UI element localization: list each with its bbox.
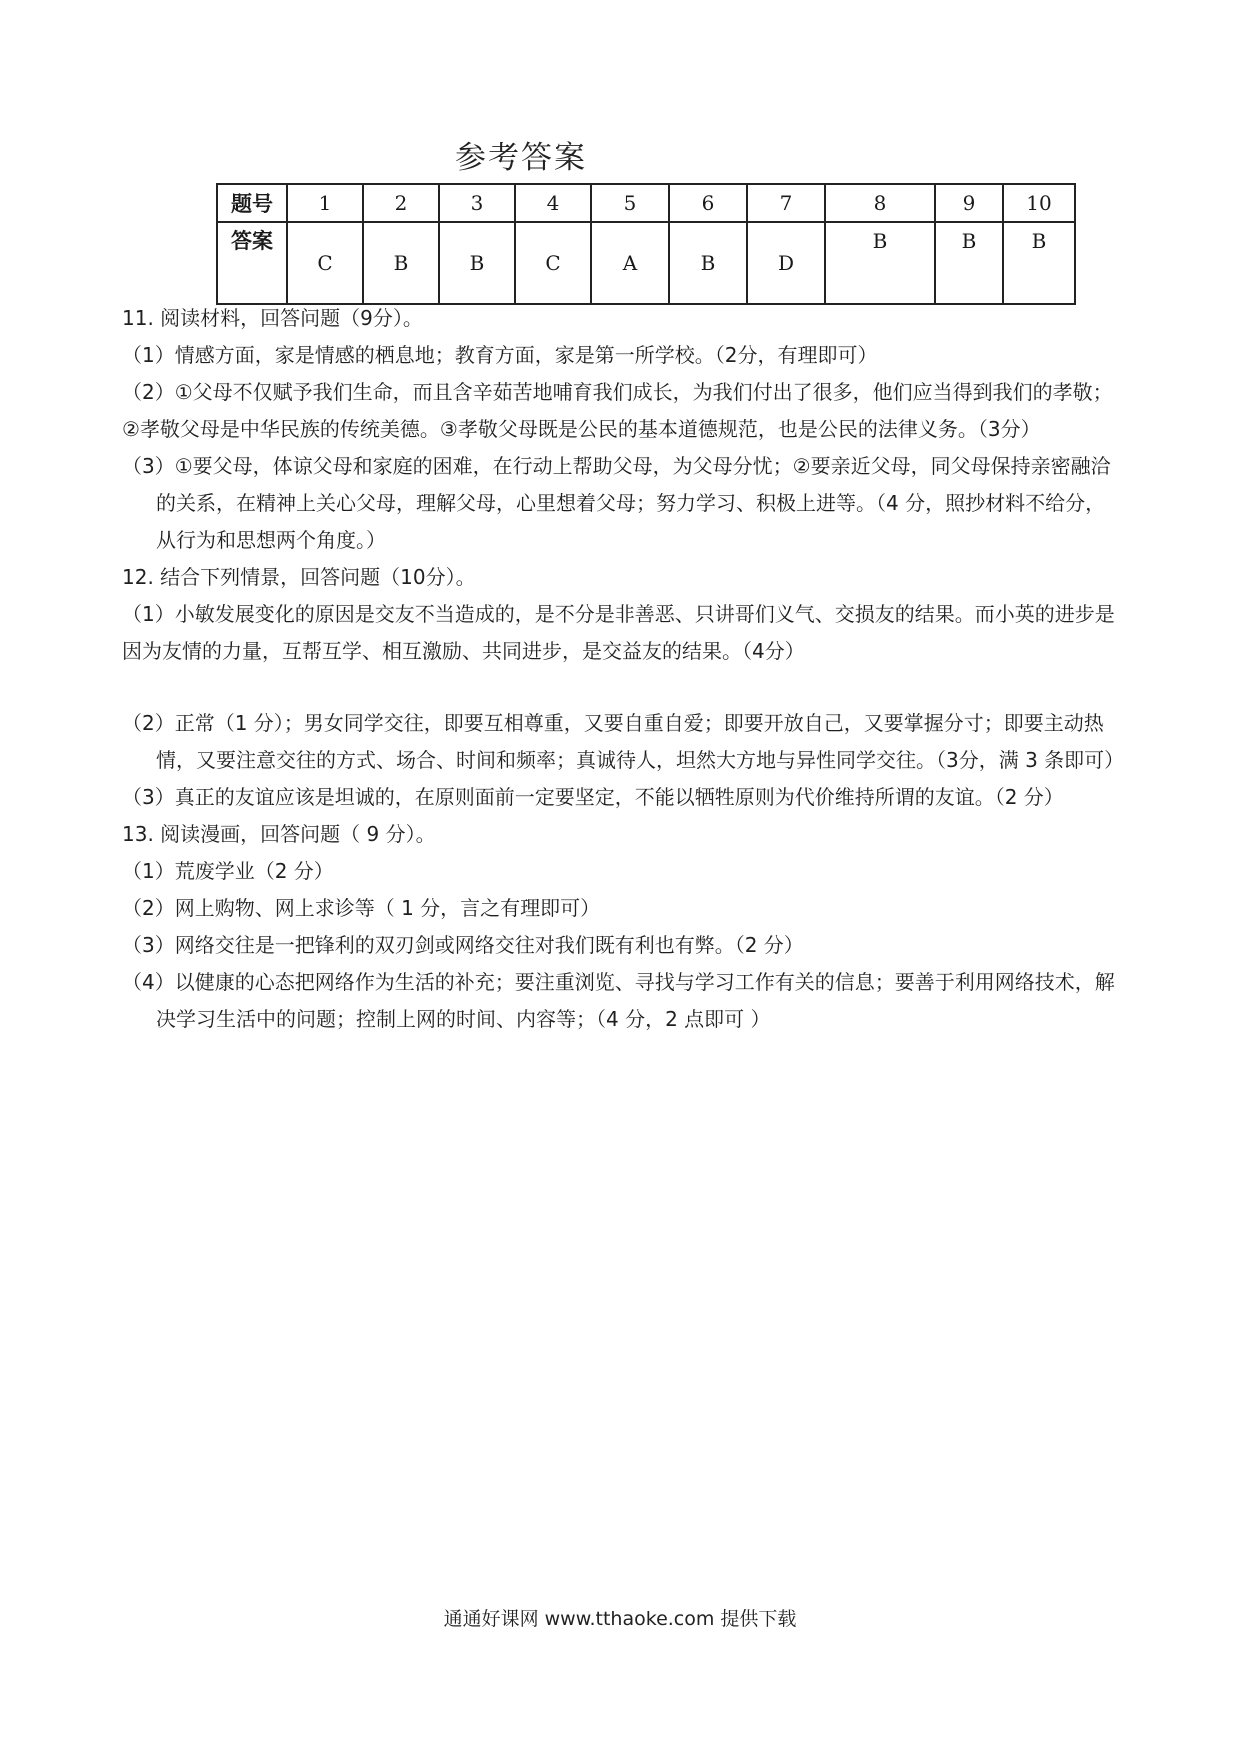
answer-cell: D xyxy=(747,222,825,304)
answer-row xyxy=(217,222,1075,304)
answer-cell: B xyxy=(935,222,1003,304)
q12-part-3: （3）真正的友谊应该是坦诚的，在原则面前一定要坚定，不能以牺牲原则为代价维持所谓的友谊。（2 分） xyxy=(122,785,1064,809)
question-number-cell: 2 xyxy=(363,184,439,222)
q13-part-1: （1）荒废学业（2 分） xyxy=(122,859,334,883)
question-number-cell: 6 xyxy=(669,184,747,222)
question-number-cell: 5 xyxy=(591,184,669,222)
answer-cell: B xyxy=(439,222,515,304)
page-footer: 通通好课网 www.tthaoke.com 提供下载 xyxy=(443,1608,797,1630)
q11-heading: 11. 阅读材料，回答问题（9分）。 xyxy=(122,306,423,330)
question-number-cell: 7 xyxy=(747,184,825,222)
q13-part-4: （4）以健康的心态把网络作为生活的补充；要注重浏览、寻找与学习工作有关的信息；要善于利用网络技术，解决学习生活中的问题；控制上网的时间、内容等；（4 分，2 点即可 ） xyxy=(122,970,1115,1031)
page-title: 参考答案 xyxy=(455,140,587,176)
q12-part-2: （2）正常（1 分）；男女同学交往，即要互相尊重，又要自重自爱；即要开放自己，又要掌握分寸；即要主动热情，又要注意交往的方式、场合、时间和频率；真诚待人，坦然大方地与异性同学交往。（3分，满 3 条即可） xyxy=(122,711,1125,772)
answer-cell: C xyxy=(515,222,591,304)
question-number-cell: 3 xyxy=(439,184,515,222)
answer-cell: B xyxy=(669,222,747,304)
question-number-cell: 4 xyxy=(515,184,591,222)
q13-heading: 13. 阅读漫画，回答问题（ 9 分）。 xyxy=(122,822,436,846)
q12-heading: 12. 结合下列情景，回答问题（10分）。 xyxy=(122,565,476,589)
spacer xyxy=(122,670,1122,705)
question-number-row xyxy=(217,184,1075,222)
answer-cell: B xyxy=(825,222,935,304)
question-number-cell: 1 xyxy=(287,184,363,222)
q12-part-1: （1）小敏发展变化的原因是交友不当造成的，是不分是非善恶、只讲哥们义气、交损友的结果。而小英的进步是因为友情的力量，互帮互学、相互激励、共同进步，是交益友的结果。（4分） xyxy=(122,602,1115,663)
q11-part-1: （1）情感方面，家是情感的栖息地；教育方面，家是第一所学校。（2分，有理即可） xyxy=(122,343,878,367)
answer-table xyxy=(216,183,1076,305)
q11-part-2: （2）①父母不仅赋予我们生命，而且含辛茹苦地哺育我们成长，为我们付出了很多，他们应当得到我们的孝敬； ②孝敬父母是中华民族的传统美德。③孝敬父母既是公民的基本道德规范，也是公民的法律义务。（3分） xyxy=(122,380,1113,441)
answer-cell: B xyxy=(363,222,439,304)
answer-cell: B xyxy=(1003,222,1075,304)
question-number-cell: 10 xyxy=(1003,184,1075,222)
q13-part-3: （3）网络交往是一把锋利的双刃剑或网络交往对我们既有利也有弊。（2 分） xyxy=(122,933,804,957)
question-number-cell: 8 xyxy=(825,184,935,222)
answer-cell: A xyxy=(591,222,669,304)
answer-content xyxy=(122,300,1125,1038)
answer-cell: C xyxy=(287,222,363,304)
question-number-cell: 9 xyxy=(935,184,1003,222)
q13-part-2: （2）网上购物、网上求诊等（ 1 分，言之有理即可） xyxy=(122,896,601,920)
question-number-header: 题号 xyxy=(217,184,287,222)
answer-header: 答案 xyxy=(217,222,287,304)
q11-part-3: （3）①要父母，体谅父母和家庭的困难，在行动上帮助父母，为父母分忧；②要亲近父母，同父母保持亲密融洽的关系，在精神上关心父母，理解父母，心里想着父母；努力学习、积极上进等。（4 分，照抄材料不给分，从行为和思想两个角度。） xyxy=(122,454,1111,552)
